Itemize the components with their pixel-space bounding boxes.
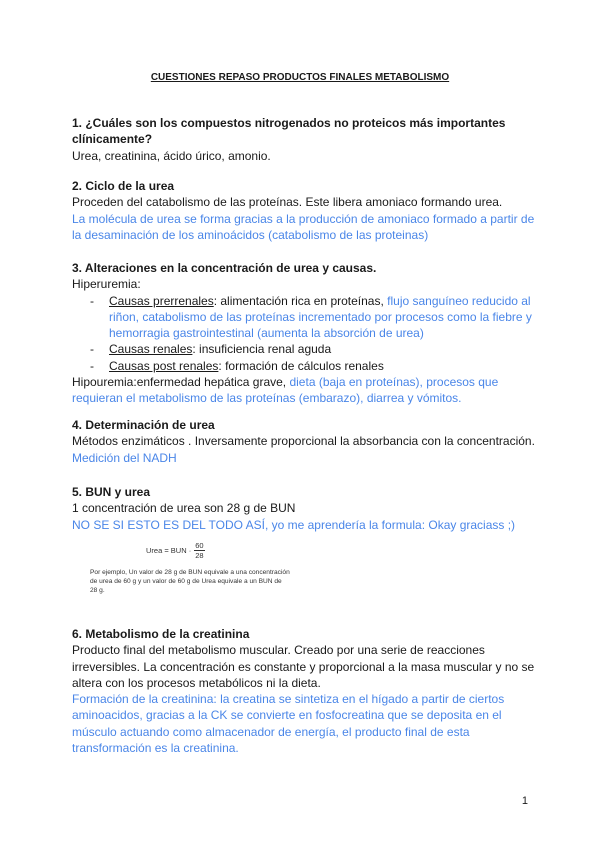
section-6-text: Producto final del metabolismo muscular. Creado por una serie de reacciones irreversibles. La concentración es constante y proporcional a la masa muscular y no se altera con los procesos metabólicos ni la dieta. xyxy=(72,643,535,690)
section-4-paragraph xyxy=(72,433,542,466)
renales-label: Causas renales xyxy=(109,342,193,357)
section-2-heading: 2. Ciclo de la urea xyxy=(72,179,175,193)
section-4 xyxy=(72,417,542,466)
formula-example-note: Por ejemplo, Un valor de 28 g de BUN equivale a una concentración de urea de 60 g y un valor de 60 g de Urea equivale a un BUN de 28 g. xyxy=(90,569,290,595)
section-2 xyxy=(72,178,542,243)
formula-fraction xyxy=(194,541,204,560)
urea-formula xyxy=(146,541,205,560)
list-item-post-renales xyxy=(72,358,542,374)
section-2-text: Proceden del catabolismo de las proteínas. Este libera amoniaco formando urea. xyxy=(72,195,503,210)
section-1-heading: 1. ¿Cuáles son los compuestos nitrogenados no proteicos más importantes clínicamente? xyxy=(72,116,506,147)
section-6 xyxy=(72,626,542,756)
page-number: 1 xyxy=(521,795,528,807)
dash-bullet: - xyxy=(90,293,94,308)
prerrenales-label: Causas prerrenales xyxy=(109,293,214,308)
section-5-text: 1 concentración de urea son 28 g de BUN xyxy=(72,501,296,516)
dash-bullet: - xyxy=(90,342,94,357)
formula-denominator: 28 xyxy=(195,551,204,560)
section-1-answer: Urea, creatinina, ácido úrico, amonio. xyxy=(72,148,271,163)
list-item-renales xyxy=(72,341,542,357)
page-title: CUESTIONES REPASO PRODUCTOS FINALES METABOLISMO xyxy=(150,72,450,83)
section-2-blue-note: La molécula de urea se forma gracias a la producción de amoniaco formado a partir de la desaminación de los aminoácidos (catabolismo de las proteinas) xyxy=(72,211,535,242)
section-6-heading: 6. Metabolismo de la creatinina xyxy=(72,627,250,641)
hipouremia-text: Hipouremia:enfermedad hepática grave, xyxy=(72,375,290,390)
formula-prefix: Urea = BUN · xyxy=(146,546,192,555)
prerrenales-blue-note: flujo sanguíneo reducido al riñon, catabolismo de las proteínas incrementado por procesos como la fiebre y hemorragia gastrointestinal (aumenta la absorción de urea) xyxy=(109,293,532,341)
section-6-blue-note: Formación de la creatinina: la creatina se sintetiza en el hígado a partir de ciertos aminoacidos, gracias a la CK se convierte en fosfocreatina que se deposita en el músculo actuando como almacenador de energía, el producto final de esta transformación es la creatinina. xyxy=(72,692,505,756)
post-renales-text: : formación de cálculos renales xyxy=(218,358,384,373)
hipouremia-paragraph xyxy=(72,374,542,407)
section-3-heading: 3. Alteraciones en la concentración de urea y causas. xyxy=(72,261,377,275)
hiperuremia-label: Hiperuremia: xyxy=(72,277,141,292)
section-4-text: Métodos enzimáticos . Inversamente proporcional la absorbancia con la concentración. xyxy=(72,434,535,449)
section-4-heading: 4. Determinación de urea xyxy=(72,418,215,432)
renales-text: : insuficiencia renal aguda xyxy=(192,342,332,357)
section-5 xyxy=(72,484,542,533)
prerrenales-text: : alimentación rica en proteínas, xyxy=(213,293,388,308)
section-4-blue-note: Medición del NADH xyxy=(72,450,177,465)
list-item-prerrenales xyxy=(72,293,542,342)
hipouremia-blue-note: dieta (baja en proteínas), procesos que requieran el metabolismo de las proteínas (embarazo), diarrea y vómitos. xyxy=(72,375,499,406)
dash-bullet: - xyxy=(90,358,94,373)
section-3 xyxy=(72,260,542,407)
post-renales-label: Causas post renales xyxy=(109,358,219,373)
section-1 xyxy=(72,115,542,164)
section-5-heading: 5. BUN y urea xyxy=(72,485,151,499)
section-5-blue-note: NO SE SI ESTO ES DEL TODO ASÍ, yo me aprendería la formula: Okay graciass ;) xyxy=(72,517,516,532)
formula-numerator: 60 xyxy=(195,541,204,550)
